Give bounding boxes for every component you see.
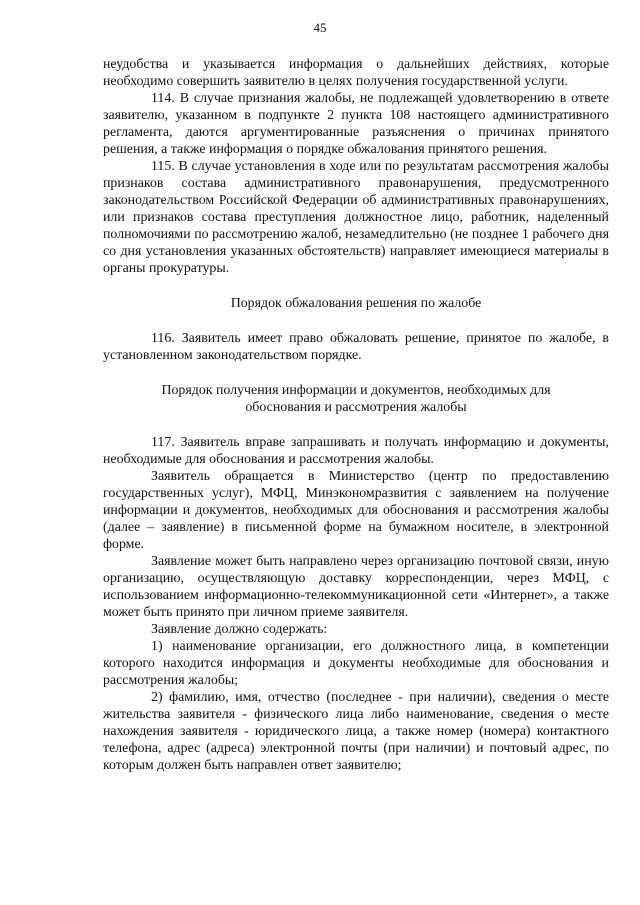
- list-item-2: 2) фамилию, имя, отчество (последнее - при наличии), сведения о месте жительства заявителя - физического лица либо наименование, сведения о месте нахождения заявителя - юридического лица, а также номер (номера) контактного телефона, адрес (адреса) электронной почты (при наличии) и почтовый адрес, по которым должен быть направлен ответ заявителю;: [103, 690, 609, 773]
- paragraph-117-contents: Заявление должно содержать:: [151, 622, 328, 637]
- paragraph-116: 116. Заявитель имеет право обжаловать решение, принятое по жалобе, в установленном законодательством порядке.: [103, 331, 609, 363]
- paragraph-continuation: неудобства и указывается информация о дальнейших действиях, которые необходимо совершить заявителю в целях получения государственной услуги.: [103, 57, 609, 89]
- page-number: 45: [313, 20, 327, 35]
- section-heading-line-2: обоснования и рассмотрения жалобы: [245, 400, 467, 415]
- paragraph-117: 117. Заявитель вправе запрашивать и получать информацию и документы, необходимые для обоснования и рассмотрения жалобы.: [103, 435, 609, 467]
- section-heading-line-1: Порядок получения информации и документов, необходимых для: [161, 383, 551, 398]
- paragraph-115: 115. В случае установления в ходе или по результатам рассмотрения жалобы признаков состава административного правонарушения, предусмотренного законодательством Российской Федерации об административных правонарушениях, или признаков состава преступления должностное лицо, работник, наделенный полномочиями по рассмотрению жалоб, незамедлительно (не позднее 1 рабочего дня со дня установления указанных обстоятельств) направляет имеющиеся материалы в органы прокуратуры.: [103, 159, 609, 276]
- document-body: [103, 56, 609, 774]
- paragraph-117-submission: Заявление может быть направлено через организацию почтовой связи, иную организацию, осуществляющую доставку корреспонденции, через МФЦ, с использованием информационно-телекоммуникационной сети «Интернет», а также может быть принято при личном приеме заявителя.: [103, 554, 609, 620]
- paragraph-114: 114. В случае признания жалобы, не подлежащей удовлетворению в ответе заявителю, указанном в подпункте 2 пункта 108 настоящего административного регламента, даются аргументированные разъяснения о причинах принятого решения, а также информация о порядке обжалования принятого решения.: [103, 91, 609, 157]
- list-item-1: 1) наименование организации, его должностного лица, в компетенции которого находится информация и документы необходимые для обоснования и рассмотрения жалобы;: [103, 639, 609, 688]
- section-heading-information: [103, 382, 609, 416]
- paragraph-117-applicant: Заявитель обращается в Министерство (центр по предоставлению государственных услуг), МФЦ, Минэкономразвития с заявлением на получение информации и документов, необходимых для обоснования и рассмотрения жалобы (далее – заявление) в письменной форме на бумажном носителе, в электронной форме.: [103, 469, 609, 552]
- section-heading-appeal-decision: Порядок обжалования решения по жалобе: [230, 296, 482, 311]
